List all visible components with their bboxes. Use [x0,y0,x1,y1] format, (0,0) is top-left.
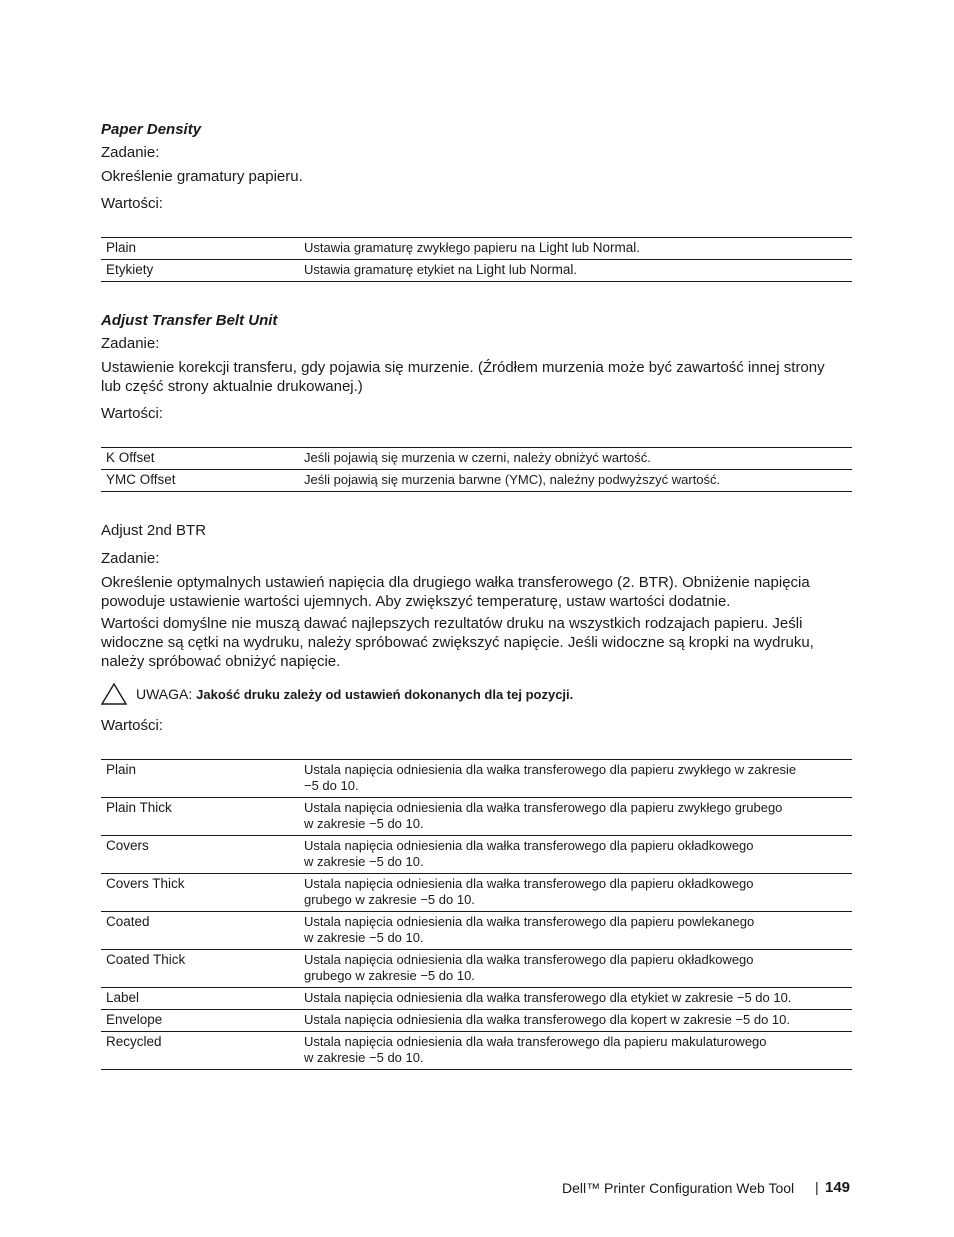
row-name: Plain [101,760,299,798]
note-text: UWAGA: Jakość druku zależy od ustawień dokonanych dla tej pozycji. [136,686,574,702]
table-row [101,760,852,798]
table-row [101,260,852,282]
values-label: Wartości: [101,405,163,422]
task-label: Zadanie: [101,335,160,352]
values-label: Wartości: [101,195,163,212]
row-description: Jeśli pojawią się murzenia barwne (YMC), naleźny podwyższyć wartość. [299,470,852,492]
table-row [101,912,852,950]
task-label: Zadanie: [101,550,160,567]
task-description: Określenie optymalnych ustawień napięcia dla drugiego wałka transferowego (2. BTR). Obniżenie napięcia powoduje ustawienie wartości ujemnych. Aby zwiększyć temperaturę, ustaw wartości dodatnie. [101,574,810,610]
footer-separator: | [815,1179,819,1195]
values-label: Wartości: [101,717,163,734]
task-description-2: Wartości domyślne nie muszą dawać najlepszych rezultatów druku na wszystkich rodzajach papieru. Jeśli widoczne są cętki na wydruku, należy spróbować zwiększyć napięcie. Jeśli widoczne są kropki na wydruku, należy spróbować obniżyć napięcie. [101,615,814,670]
row-name: Covers Thick [101,874,299,912]
row-description: Ustala napięcia odniesienia dla wała transferowego dla papieru makulaturowego w zakresie −5 do 10. [299,1032,852,1070]
row-name: Etykiety [101,260,299,282]
warning-triangle-icon [101,683,127,705]
row-name: Plain [101,238,299,260]
section-title-paper-density: Paper Density [101,121,202,138]
table-row [101,448,852,470]
values-table-transfer-belt [101,447,852,492]
section-title-adjust-transfer-belt: Adjust Transfer Belt Unit [101,312,278,329]
row-description: Jeśli pojawią się murzenia w czerni, należy obniżyć wartość. [299,448,852,470]
row-description: Ustala napięcia odniesienia dla wałka transferowego dla papieru okładkowego grubego w zakresie −5 do 10. [299,874,852,912]
row-description: Ustala napięcia odniesienia dla wałka transferowego dla etykiet w zakresie −5 do 10. [299,988,852,1010]
section-title-adjust-2nd-btr: Adjust 2nd BTR [101,522,207,539]
row-name: YMC Offset [101,470,299,492]
table-row [101,1010,852,1032]
row-description: Ustawia gramaturę zwykłego papieru na Light lub Normal. [299,238,852,260]
table-row [101,874,852,912]
row-name: Recycled [101,1032,299,1070]
table-row [101,836,852,874]
row-description: Ustala napięcia odniesienia dla wałka transferowego dla papieru powlekanego w zakresie −5 do 10. [299,912,852,950]
table-row [101,1032,852,1070]
row-name: Covers [101,836,299,874]
footer-title: Dell™ Printer Configuration Web Tool [562,1180,795,1196]
row-name: Coated [101,912,299,950]
row-description: Ustala napięcia odniesienia dla wałka transferowego dla papieru zwykłego grubego w zakresie −5 do 10. [299,798,852,836]
row-description: Ustala napięcia odniesienia dla wałka transferowego dla papieru zwykłego w zakresie −5 do 10. [299,760,852,798]
row-name: Plain Thick [101,798,299,836]
values-table-paper-density [101,237,852,282]
row-name: K Offset [101,448,299,470]
row-name: Coated Thick [101,950,299,988]
values-table-2nd-btr [101,759,852,1070]
task-description: Ustawienie korekcji transferu, gdy pojawia się murzenie. (Źródłem murzenia może być zawartość innej strony lub część strony aktualnie drukowanej.) [101,359,825,395]
table-row [101,950,852,988]
task-description: Określenie gramatury papieru. [101,168,303,185]
row-description: Ustala napięcia odniesienia dla wałka transferowego dla kopert w zakresie −5 do 10. [299,1010,852,1032]
task-label: Zadanie: [101,144,160,161]
row-description: Ustala napięcia odniesienia dla wałka transferowego dla papieru okładkowego w zakresie −5 do 10. [299,836,852,874]
row-name: Label [101,988,299,1010]
row-name: Envelope [101,1010,299,1032]
row-description: Ustala napięcia odniesienia dla wałka transferowego dla papieru okładkowego grubego w zakresie −5 do 10. [299,950,852,988]
table-row [101,798,852,836]
row-description: Ustawia gramaturę etykiet na Light lub Normal. [299,260,852,282]
note [101,683,841,707]
page-number: 149 [825,1179,851,1196]
table-row [101,988,852,1010]
table-row [101,470,852,492]
table-row [101,238,852,260]
